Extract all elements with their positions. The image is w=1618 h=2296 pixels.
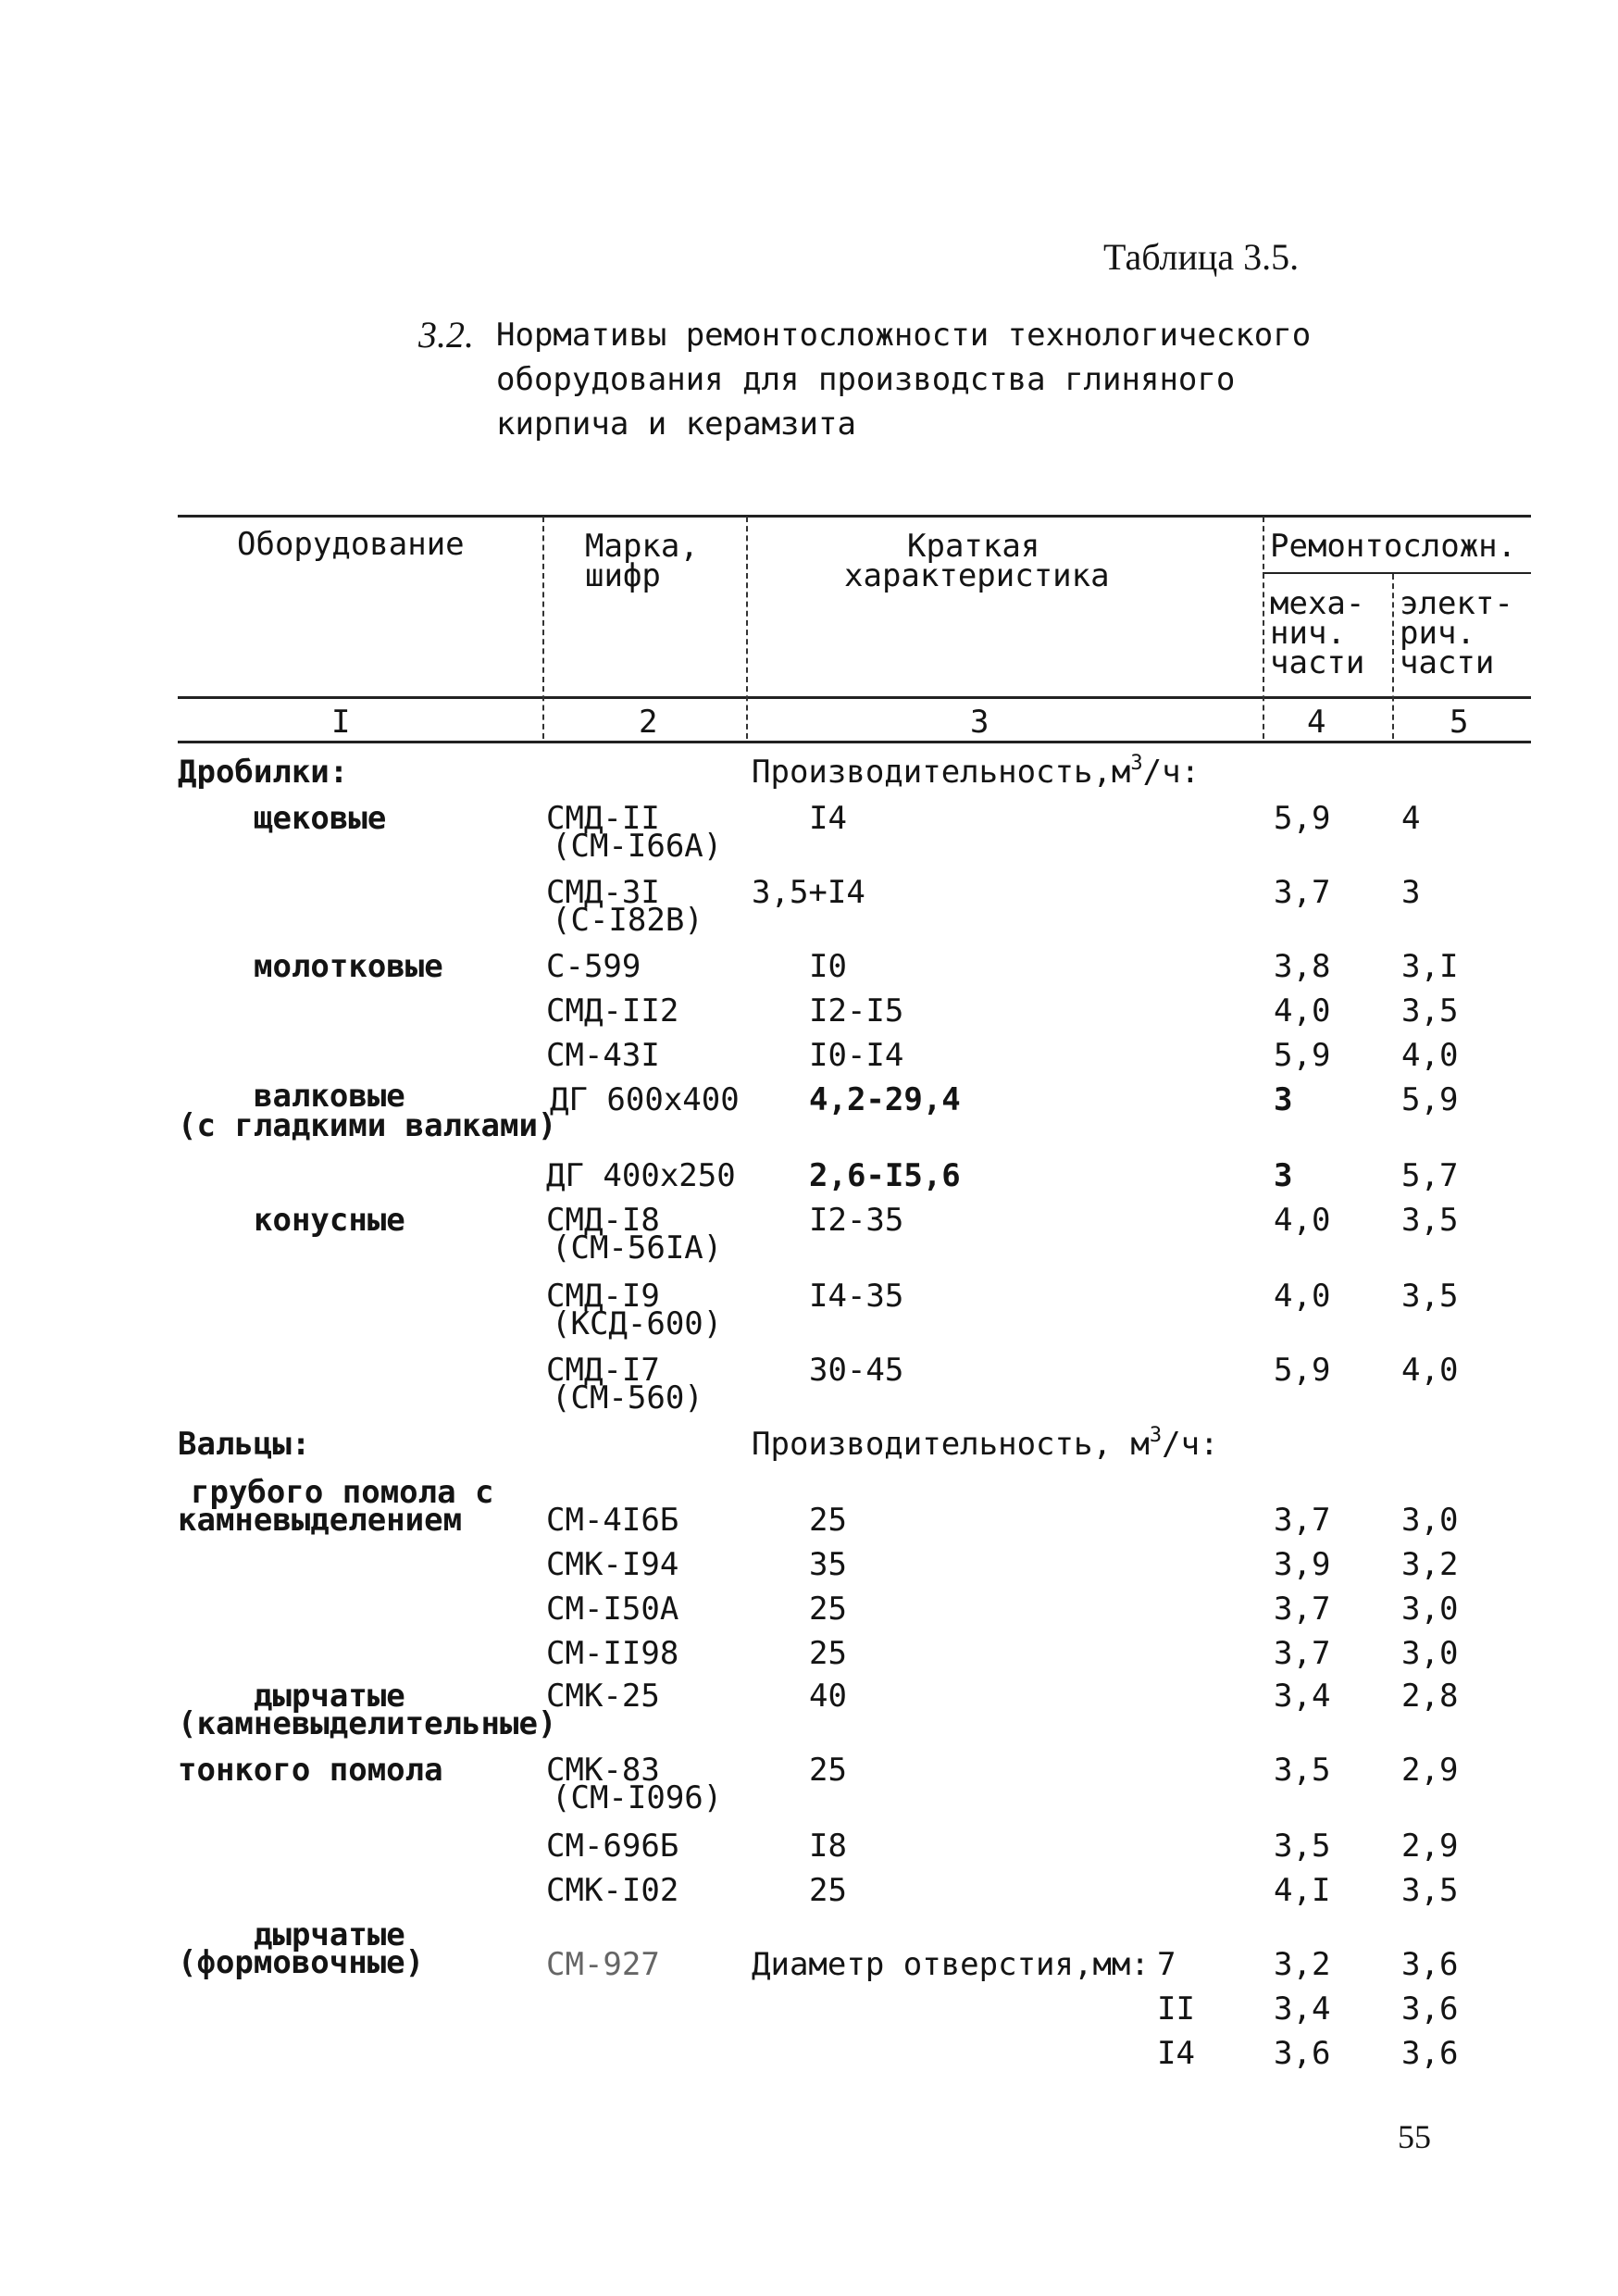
row-elec: 5,7 [1401, 1157, 1459, 1194]
row-mark-alt: (С-I82В) [552, 902, 703, 939]
row-mech: 3,4 [1274, 1678, 1331, 1715]
hole-mech: 3,2 [1274, 1946, 1331, 1983]
equipment-jaw: щековые [254, 800, 387, 837]
title-line-2: оборудования для производства глиняного [496, 361, 1236, 398]
header-mech-1: меха- [1270, 585, 1365, 622]
row-elec: 3,2 [1401, 1546, 1459, 1583]
row-mark: СМ-I50А [546, 1591, 679, 1628]
equipment-perforated: дырчатые [254, 1678, 405, 1715]
row-mech: 4,I [1274, 1872, 1331, 1909]
row-characteristic: I4 [809, 800, 847, 837]
row-mark: С-599 [546, 948, 641, 985]
row-mech: 4,0 [1274, 992, 1331, 1029]
row-mech: 3,5 [1274, 1828, 1331, 1865]
row-mark: СМД-3I [546, 874, 660, 911]
hole-diameter: I4 [1157, 2035, 1195, 2072]
subheader-rule [1263, 572, 1531, 574]
row-elec: 3,0 [1401, 1635, 1459, 1672]
row-mech: 4,0 [1274, 1278, 1331, 1315]
row-characteristic: 25 [809, 1872, 847, 1909]
row-mark: СМД-I8 [546, 1202, 660, 1239]
header-elec-3: части [1400, 644, 1495, 681]
hole-elec: 3,6 [1401, 1990, 1459, 2028]
equipment-fine: тонкого помола [178, 1752, 443, 1789]
col-divider-4 [1392, 574, 1394, 739]
group-heading-rollers: Вальцы: [178, 1426, 311, 1463]
row-elec: 2,8 [1401, 1678, 1459, 1715]
header-brief: Краткая [907, 528, 1040, 565]
row-characteristic: 30-45 [809, 1352, 904, 1389]
row-characteristic: 25 [809, 1752, 847, 1789]
col-number-2: 2 [639, 704, 658, 741]
row-mech: 3,5 [1274, 1752, 1331, 1789]
row-characteristic: I0 [809, 948, 847, 985]
header-elec-1: элект- [1400, 585, 1513, 622]
crushers-perf-label: $Производительность,м^3/ч$: [752, 752, 1201, 791]
hole-diameter-label: Диаметр отверстия,мм: [752, 1946, 1150, 1983]
col-divider-1 [542, 517, 544, 739]
equipment-roller: валковые [254, 1078, 405, 1115]
row-mech: 5,9 [1274, 800, 1331, 837]
equipment-forming: дырчатые [254, 1916, 405, 1953]
group-heading-crushers: Дробилки: [178, 754, 349, 791]
row-mark: СМК-I02 [546, 1872, 679, 1909]
row-characteristic: 40 [809, 1678, 847, 1715]
row-elec: 3,I [1401, 948, 1459, 985]
row-elec: 3,5 [1401, 1278, 1459, 1315]
equipment-forming-note: (формовочные) [178, 1944, 425, 1981]
row-mark-alt: (СМ-56IА) [552, 1229, 723, 1267]
row-mark-alt: (СМ-560) [552, 1379, 703, 1416]
row-characteristic: 4,2-29,4 [809, 1081, 961, 1118]
hole-diameter: II [1157, 1990, 1195, 2028]
equipment-coarse: грубого помола с [191, 1474, 494, 1511]
row-characteristic: I0-I4 [809, 1037, 904, 1074]
row-mark: ДГ 600х400 [550, 1081, 740, 1118]
rollers-perf-label: Производительность, $м^3/ч$: [752, 1424, 1219, 1463]
row-elec: 3,5 [1401, 992, 1459, 1029]
row-mark: ДГ 400х250 [546, 1157, 736, 1194]
col-number-5: 5 [1450, 704, 1469, 741]
row-elec: 3,0 [1401, 1591, 1459, 1628]
col-divider-3 [1263, 517, 1264, 739]
row-elec: 4 [1401, 800, 1421, 837]
equipment-cone: конусные [254, 1202, 405, 1239]
row-mark: СМД-II2 [546, 992, 679, 1029]
row-elec: 4,0 [1401, 1037, 1459, 1074]
header-mech-3: части [1270, 644, 1365, 681]
row-mech: 3 [1274, 1157, 1293, 1194]
row-mech: 5,9 [1274, 1352, 1331, 1389]
col-divider-2 [746, 517, 748, 739]
hole-diameter: 7 [1157, 1946, 1176, 1983]
row-elec: 4,0 [1401, 1352, 1459, 1389]
row-mech: 4,0 [1274, 1202, 1331, 1239]
row-characteristic: 25 [809, 1635, 847, 1672]
row-mark-alt: (СМ-I096) [552, 1779, 723, 1816]
header-cipher: шифр [585, 557, 661, 594]
table-top-rule [178, 515, 1531, 518]
row-mech: 3,7 [1274, 1591, 1331, 1628]
row-elec: 3,5 [1401, 1202, 1459, 1239]
header-bottom-rule [178, 696, 1531, 699]
row-mech: 3,7 [1274, 1635, 1331, 1672]
header-characteristic: характеристика [844, 557, 1110, 594]
row-characteristic: I2-I5 [809, 992, 904, 1029]
row-mech: 3,8 [1274, 948, 1331, 985]
row-mark: СМК-I94 [546, 1546, 679, 1583]
row-mark: СМК-25 [546, 1678, 660, 1715]
row-elec: 3,0 [1401, 1502, 1459, 1539]
row-mark: СМ-696Б [546, 1828, 679, 1865]
hole-mech: 3,4 [1274, 1990, 1331, 2028]
equipment-roller-note: (с гладкими валками) [178, 1107, 557, 1144]
col-number-4: 4 [1307, 704, 1326, 741]
row-characteristic: I4-35 [809, 1278, 904, 1315]
row-characteristic: 35 [809, 1546, 847, 1583]
row-mark: СМ-II98 [546, 1635, 679, 1672]
row-mark: СМ-43I [546, 1037, 660, 1074]
header-elec-2: рич. [1400, 615, 1475, 652]
row-characteristic: 25 [809, 1591, 847, 1628]
header-repair-complexity: Ремонтосложн. [1270, 528, 1517, 565]
equipment-hammer: молотковые [254, 948, 443, 985]
row-mark: СМ-4I6Б [546, 1502, 679, 1539]
row-elec: 2,9 [1401, 1828, 1459, 1865]
row-mech: 3,7 [1274, 874, 1331, 911]
hole-mark: СМ-927 [546, 1946, 660, 1983]
row-mark-alt: (СМ-I66А) [552, 828, 723, 865]
col-number-1: I [331, 704, 351, 741]
header-mech-2: нич. [1270, 615, 1346, 652]
row-characteristic: I8 [809, 1828, 847, 1865]
row-mech: 5,9 [1274, 1037, 1331, 1074]
row-mark: СМК-83 [546, 1752, 660, 1789]
row-characteristic: 3,5+I4 [752, 874, 865, 911]
col-number-3: 3 [970, 704, 989, 741]
row-elec: 2,9 [1401, 1752, 1459, 1789]
page-number: 55 [1398, 2118, 1431, 2155]
row-mark: СМД-II [546, 800, 660, 837]
row-elec: 3,5 [1401, 1872, 1459, 1909]
row-mech: 3,7 [1274, 1502, 1331, 1539]
header-equipment: Оборудование [237, 526, 465, 563]
hole-elec: 3,6 [1401, 2035, 1459, 2072]
section-number: 3.2. [418, 314, 474, 356]
hole-mech: 3,6 [1274, 2035, 1331, 2072]
row-mark-alt: (КСД-600) [552, 1305, 723, 1342]
table-label: Таблица 3.5. [1103, 236, 1300, 278]
title-line-1: Нормативы ремонтосложности технологического [496, 317, 1312, 354]
row-mark: СМД-I7 [546, 1352, 660, 1389]
hole-elec: 3,6 [1401, 1946, 1459, 1983]
row-mark: СМД-I9 [546, 1278, 660, 1315]
numbers-bottom-rule [178, 741, 1531, 743]
row-characteristic: 2,6-I5,6 [809, 1157, 961, 1194]
equipment-coarse-2: камневыделением [178, 1502, 463, 1539]
row-mech: 3,9 [1274, 1546, 1331, 1583]
title-line-3: кирпича и керамзита [496, 406, 856, 443]
row-mech: 3 [1274, 1081, 1293, 1118]
row-elec: 3 [1401, 874, 1421, 911]
row-characteristic: 25 [809, 1502, 847, 1539]
header-mark: Марка, [585, 528, 699, 565]
row-characteristic: I2-35 [809, 1202, 904, 1239]
equipment-perforated-note: (камневыделительные) [178, 1705, 557, 1742]
row-elec: 5,9 [1401, 1081, 1459, 1118]
